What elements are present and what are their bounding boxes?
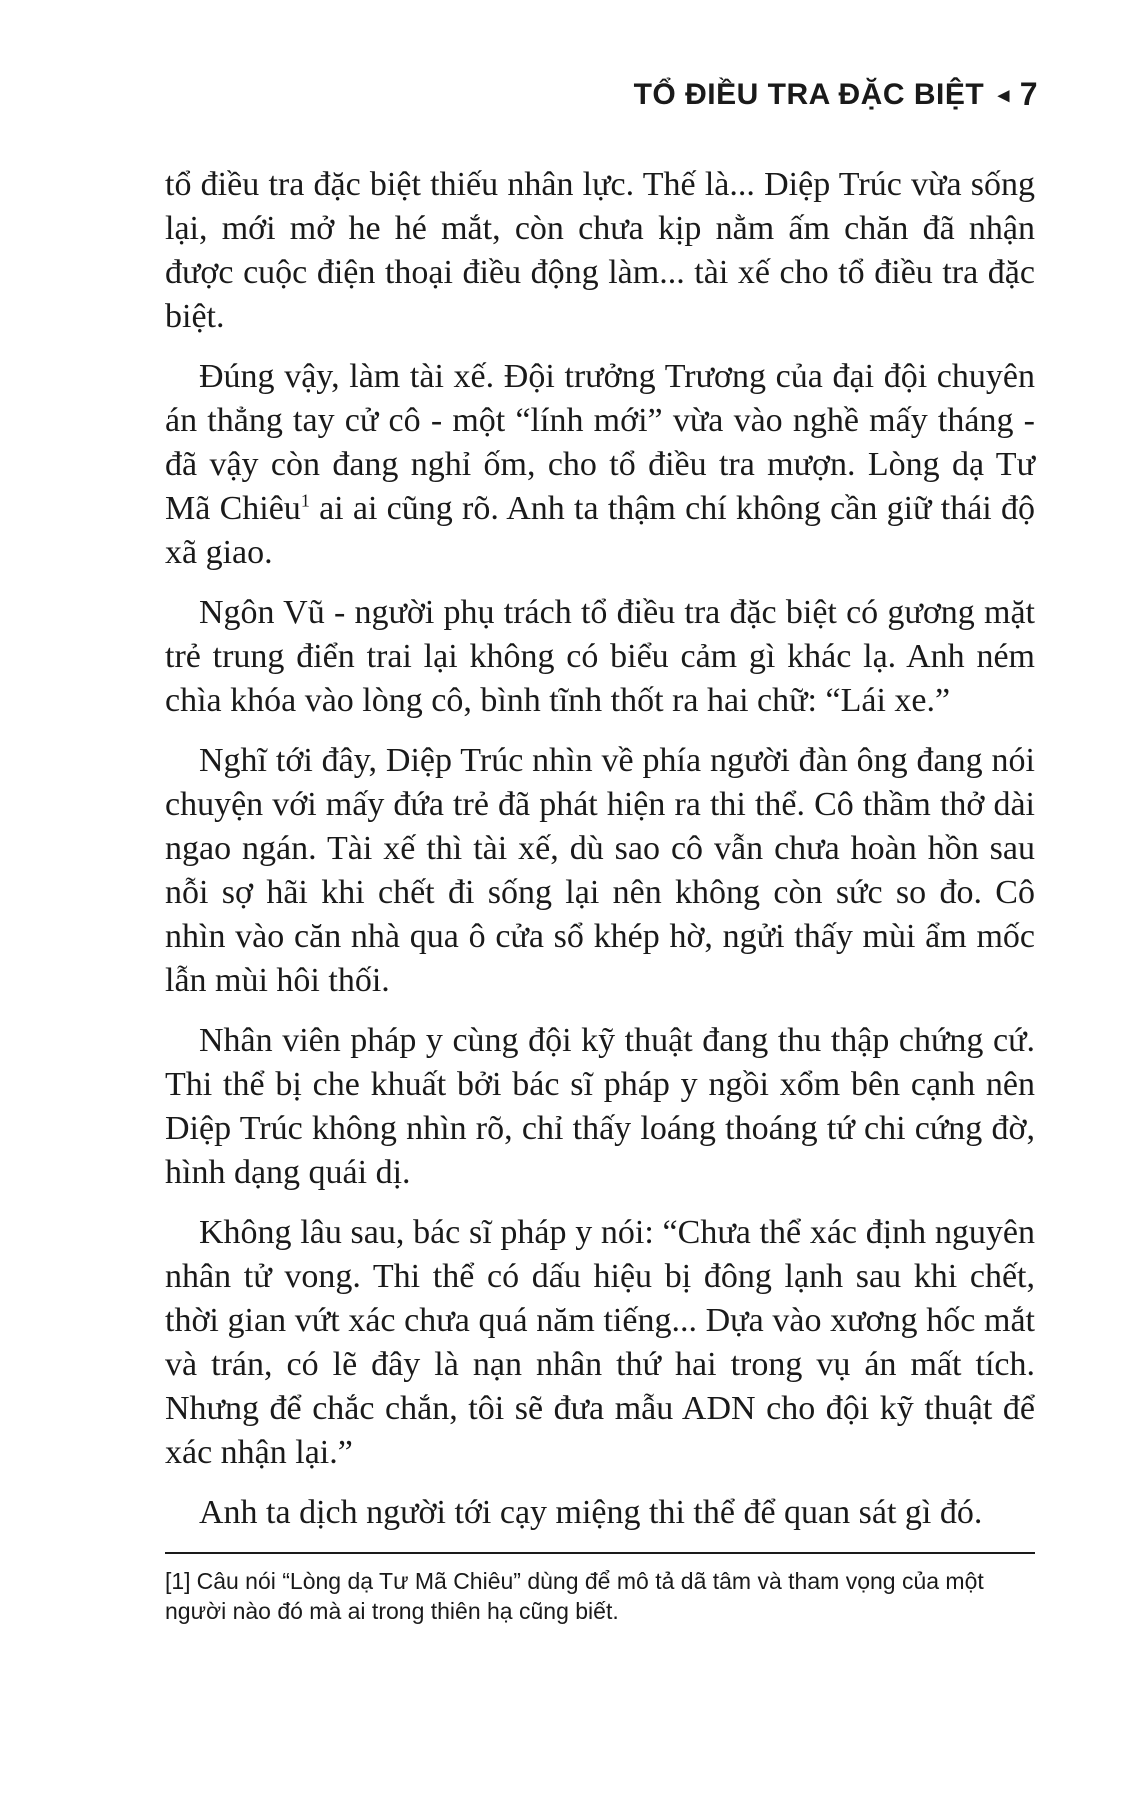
paragraph: Không lâu sau, bác sĩ pháp y nói: “Chưa thể xác định nguyên nhân tử vong. Thi thể có dấu hiệu bị đông lạnh sau khi chết, thời gian vứt xác chưa quá năm tiếng... Dựa vào xương hốc mắt và trán, có lẽ đây là nạn nhân thứ hai trong vụ án mất tích. Nhưng để chắc chắn, tôi sẽ đưa mẫu ADN cho đội kỹ thuật để xác nhận lại.” <box>165 1214 1035 1471</box>
paragraph: Nghĩ tới đây, Diệp Trúc nhìn về phía người đàn ông đang nói chuyện với mấy đứa trẻ đã phát hiện ra thi thể. Cô thầm thở dài ngao ngán. Tài xế thì tài xế, dù sao cô vẫn chưa hoàn hồn sau nỗi sợ hãi khi chết đi sống lại nên không còn sức so đo. Cô nhìn vào căn nhà qua ô cửa sổ khép hờ, ngửi thấy mùi ẩm mốc lẫn mùi hôi thối. <box>165 742 1035 999</box>
running-header <box>634 76 1038 113</box>
body-text <box>165 163 1035 1551</box>
paragraph: Anh ta dịch người tới cạy miệng thi thể để quan sát gì đó. <box>199 1494 983 1531</box>
footnote-marker: [1] <box>165 1568 191 1594</box>
chapter-title: TỔ ĐIỀU TRA ĐẶC BIỆT <box>633 77 985 111</box>
paragraph-text: ai ai cũng rõ. Anh ta thậm chí không cần giữ thái độ xã giao. <box>165 490 1035 571</box>
paragraph-text: Đúng vậy, làm tài xế. Đội trưởng Trương của đại đội chuyên án thẳng tay cử cô - một “lính mới” vừa vào nghề mấy tháng - đã vậy còn đang nghỉ ốm, cho tổ điều tra mượn. Lòng dạ Tư Mã Chiêu <box>165 358 1035 527</box>
page-number: 7 <box>1019 76 1038 112</box>
paragraph: tổ điều tra đặc biệt thiếu nhân lực. Thế là... Diệp Trúc vừa sống lại, mới mở he hé mắt, còn chưa kịp nằm ấm chăn đã nhận được cuộc điện thoại điều động làm... tài xế cho tổ điều tra đặc biệt. <box>165 166 1035 335</box>
paragraph <box>165 355 1035 575</box>
paragraph: Ngôn Vũ - người phụ trách tổ điều tra đặc biệt có gương mặt trẻ trung điển trai lại không có biểu cảm gì khác lạ. Anh ném chìa khóa vào lòng cô, bình tĩnh thốt ra hai chữ: “Lái xe.” <box>165 594 1035 719</box>
footnote-reference: 1 <box>300 490 310 511</box>
left-triangle-icon: ◂ <box>998 81 1010 107</box>
footnote-divider <box>165 1552 1035 1554</box>
footnote <box>165 1566 1045 1626</box>
paragraph: Nhân viên pháp y cùng đội kỹ thuật đang thu thập chứng cứ. Thi thể bị che khuất bởi bác sĩ pháp y ngồi xổm bên cạnh nên Diệp Trúc không nhìn rõ, chỉ thấy loáng thoáng tứ chi cứng đờ, hình dạng quái dị. <box>165 1022 1035 1191</box>
footnote-text: Câu nói “Lòng dạ Tư Mã Chiêu” dùng để mô tả dã tâm và tham vọng của một người nào đó mà ai trong thiên hạ cũng biết. <box>165 1568 984 1624</box>
